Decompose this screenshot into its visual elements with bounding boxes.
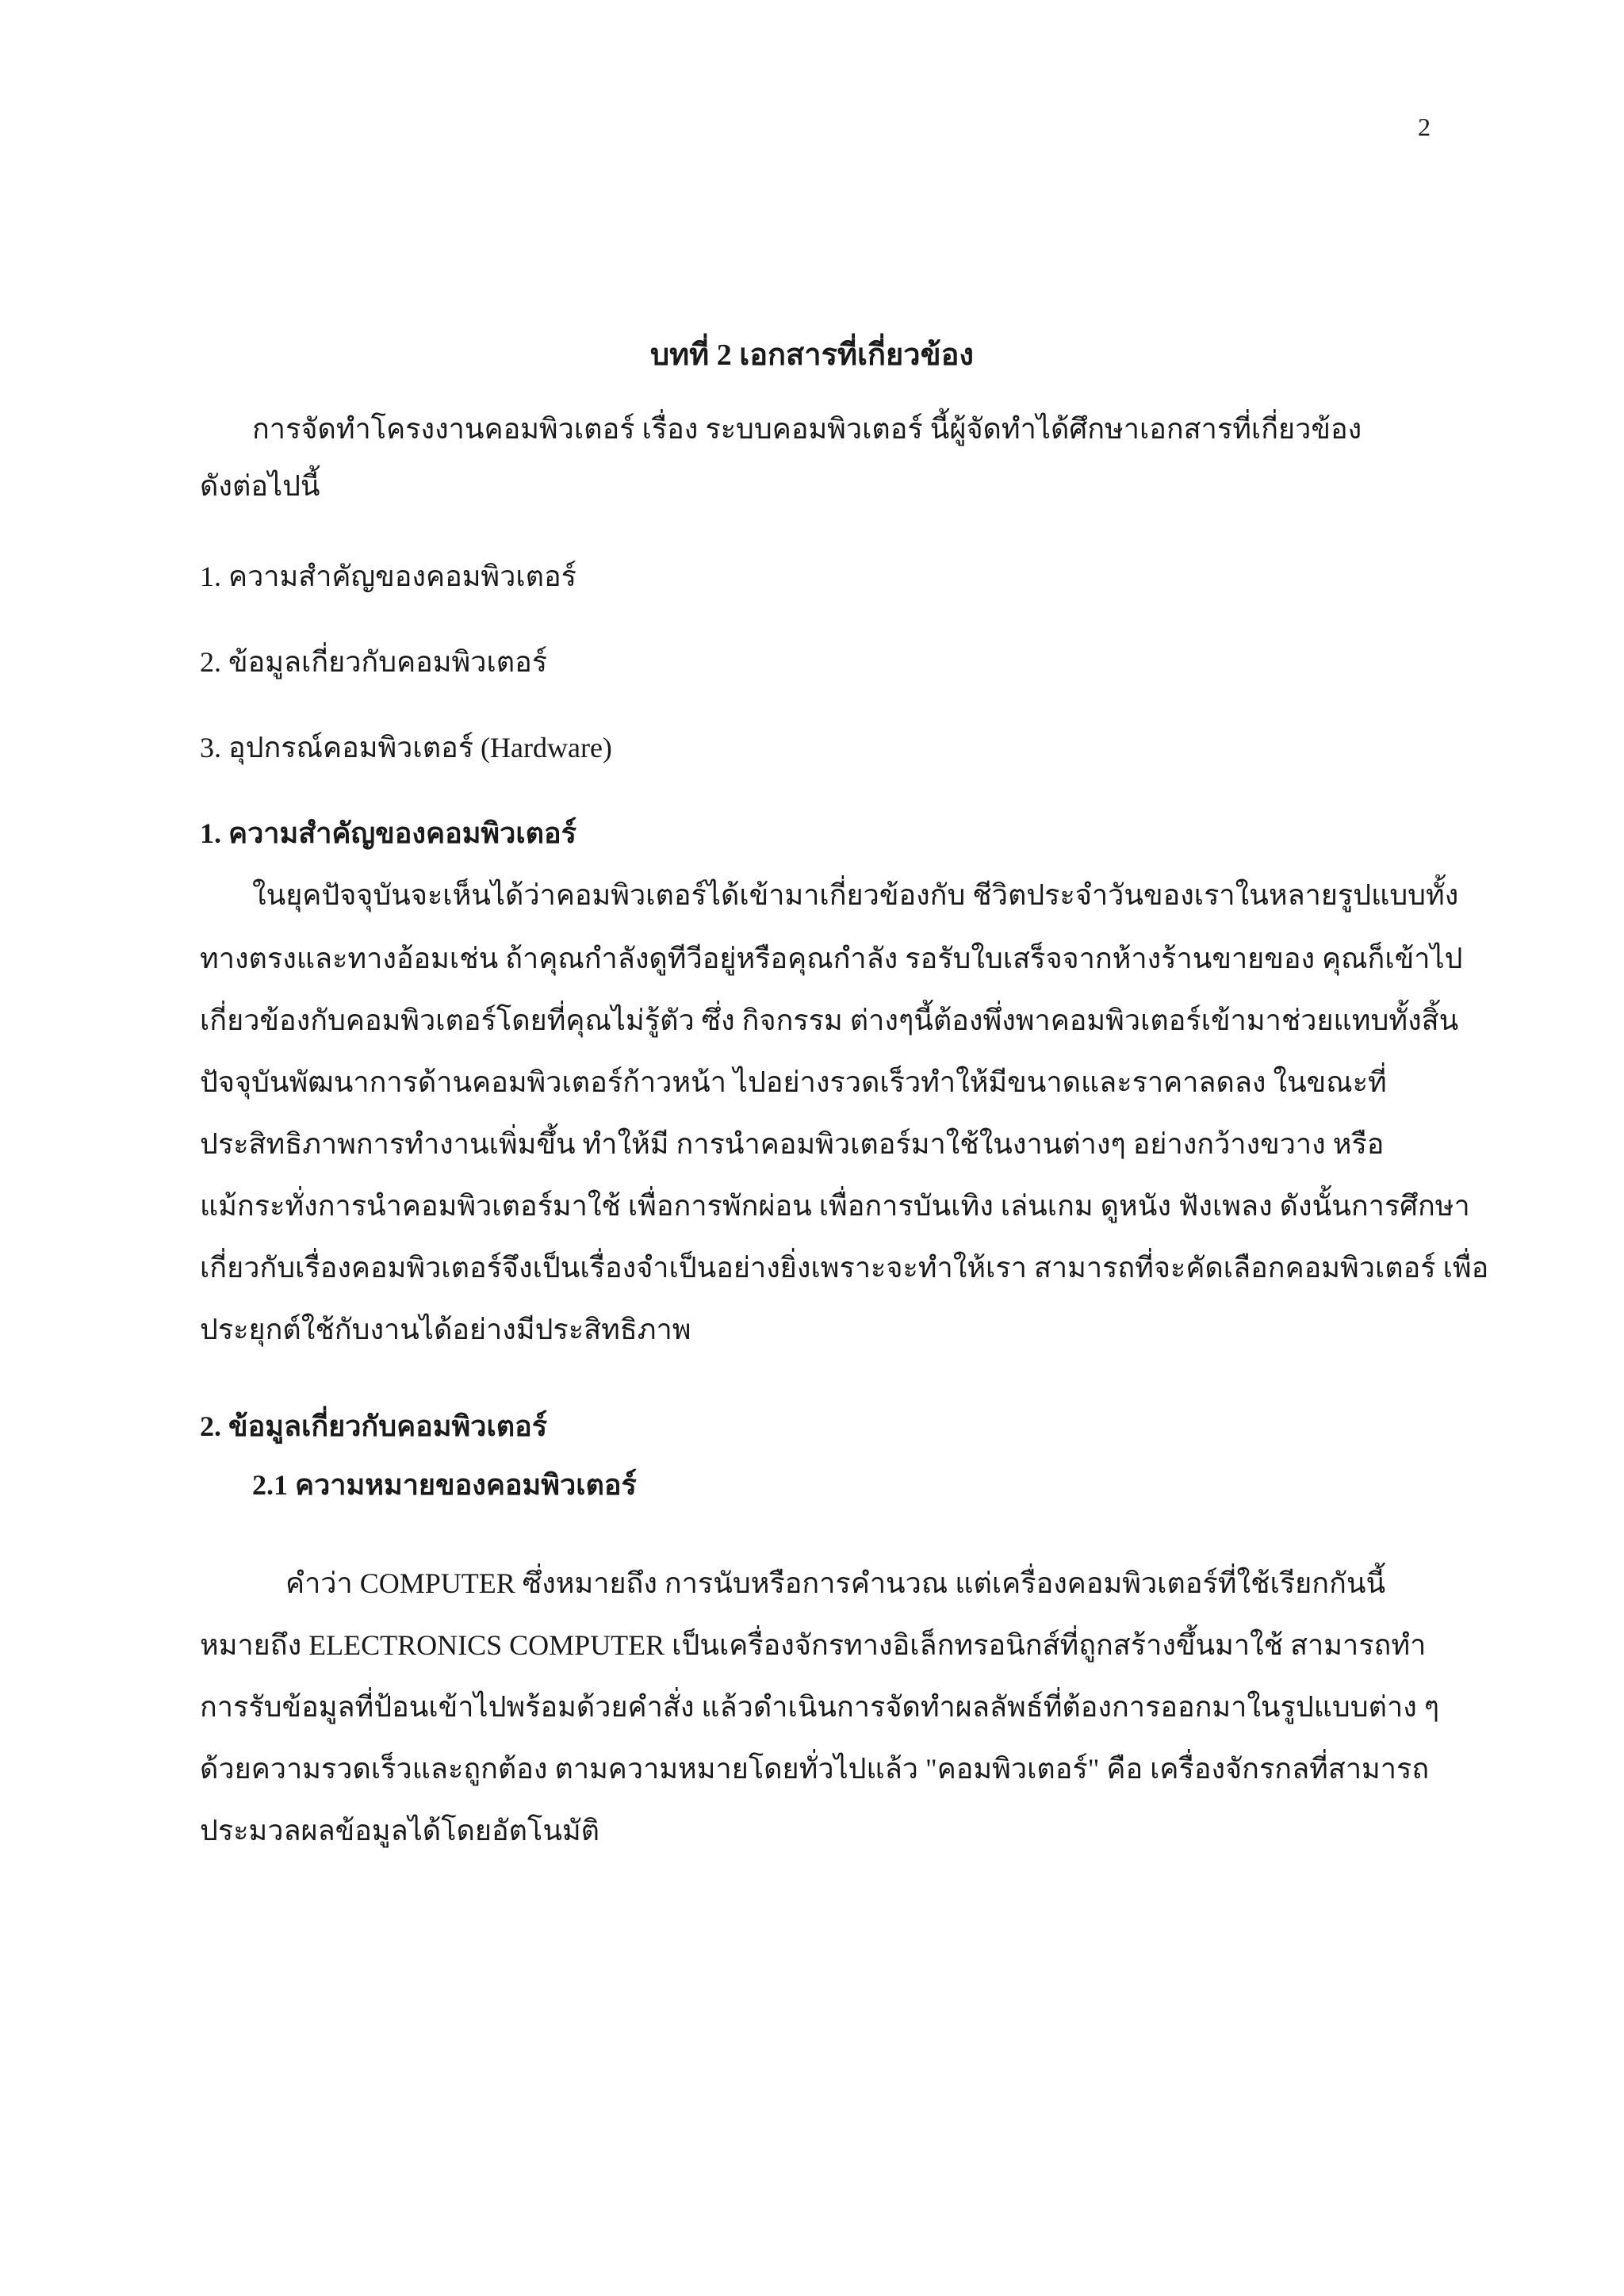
- paragraph-line: ประมวลผลข้อมูลได้โดยอัตโนมัติ: [200, 1815, 600, 1846]
- chapter-title: บทที่ 2 เอกสารที่เกี่ยวข้อง: [650, 339, 974, 372]
- paragraph-line: ปัจจุบันพัฒนาการด้านคอมพิวเตอร์ก้าวหน้า ไปอย่างรวดเร็วทำให้มีขนาดและราคาลดลง ในขณะที่: [200, 1066, 1387, 1098]
- paragraph-line: แม้กระทั่งการนำคอมพิวเตอร์มาใช้ เพื่อการพักผ่อน เพื่อการบันเทิง เล่นเกม ดูหนัง ฟังเพลง ดังนั้นการศึกษา: [200, 1190, 1470, 1222]
- paragraph-line: ประยุกต์ใช้กับงานได้อย่างมีประสิทธิภาพ: [200, 1314, 691, 1345]
- intro-line: การจัดทำโครงงานคอมพิวเตอร์ เรื่อง ระบบคอมพิวเตอร์ นี้ผู้จัดทำได้ศึกษาเอกสารที่เกี่ยวข้อง: [252, 413, 1362, 445]
- section-heading: 2. ข้อมูลเกี่ยวกับคอมพิวเตอร์: [200, 1410, 548, 1442]
- topic-item: 2. ข้อมูลเกี่ยวกับคอมพิวเตอร์: [200, 646, 548, 678]
- paragraph-line: ประสิทธิภาพการทำงานเพิ่มขึ้น ทำให้มี การนำคอมพิวเตอร์มาใช้ในงานต่างๆ อย่างกว้างขวาง หรือ: [200, 1128, 1385, 1160]
- paragraph-line: เกี่ยวข้องกับคอมพิวเตอร์โดยที่คุณไม่รู้ตัว ซึ่ง กิจกรรม ต่างๆนี้ต้องพึ่งพาคอมพิวเตอร์เข้ามาช่วยแทบทั้งสิ้น: [200, 1004, 1459, 1036]
- paragraph-line: คำว่า COMPUTER ซึ่งหมายถึง การนับหรือการคำนวณ แต่เครื่องคอมพิวเตอร์ที่ใช้เรียกกันนี้: [285, 1567, 1386, 1599]
- paragraph-line: ในยุคปัจจุบันจะเห็นได้ว่าคอมพิวเตอร์ได้เข้ามาเกี่ยวข้องกับ ชีวิตประจำวันของเราในหลายรูปแบบทั้ง: [252, 879, 1459, 911]
- section-heading: 1. ความสำคัญของคอมพิวเตอร์: [200, 817, 577, 849]
- subsection-heading: 2.1 ความหมายของคอมพิวเตอร์: [252, 1469, 637, 1501]
- paragraph-line: ทางตรงและทางอ้อมเช่น ถ้าคุณกำลังดูทีวีอยู่หรือคุณกำลัง รอรับใบเสร็จจากห้างร้านขายของ คุณก็เข้าไป: [200, 943, 1463, 974]
- intro-line: ดังต่อไปนี้: [200, 470, 320, 502]
- paragraph-line: ด้วยความรวดเร็วและถูกต้อง ตามความหมายโดยทั่วไปแล้ว "คอมพิวเตอร์" คือ เครื่องจักรกลที่สามารถ: [200, 1753, 1430, 1785]
- paragraph-line: การรับข้อมูลที่ป้อนเข้าไปพร้อมด้วยคำสั่ง แล้วดำเนินการจัดทำผลลัพธ์ที่ต้องการออกมาในรูปแบบต่าง ๆ: [200, 1691, 1440, 1723]
- paragraph-line: หมายถึง ELECTRONICS COMPUTER เป็นเครื่องจักรทางอิเล็กทรอนิกส์ที่ถูกสร้างขึ้นมาใช้ สามารถทำ: [200, 1629, 1427, 1661]
- page-number: 2: [1418, 113, 1431, 141]
- topic-item: 1. ความสำคัญของคอมพิวเตอร์: [200, 561, 577, 592]
- paragraph-line: เกี่ยวกับเรื่องคอมพิวเตอร์จึงเป็นเรื่องจำเป็นอย่างยิ่งเพราะจะทำให้เรา สามารถที่จะคัดเลือกคอมพิวเตอร์ เพื่อ: [200, 1252, 1489, 1284]
- topic-item: 3. อุปกรณ์คอมพิวเตอร์ (Hardware): [200, 732, 612, 763]
